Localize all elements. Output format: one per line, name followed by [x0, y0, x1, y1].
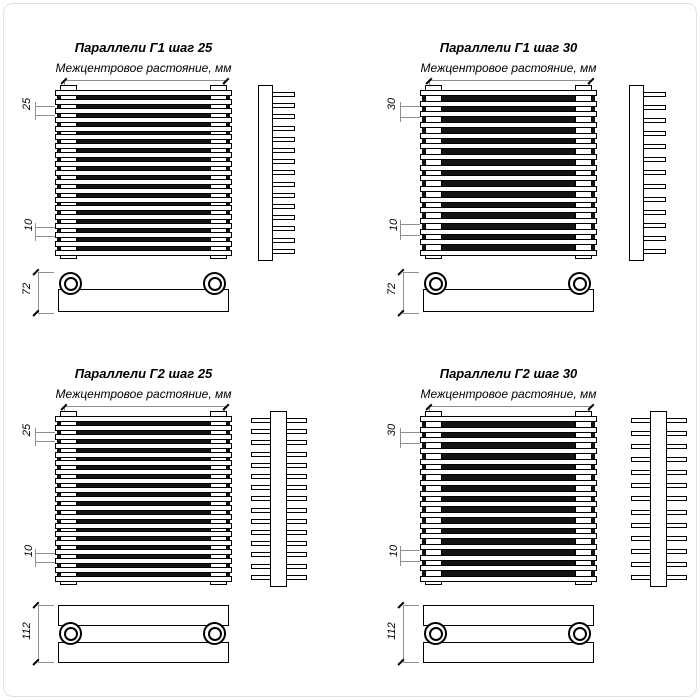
tube-bar	[55, 452, 232, 458]
tube-bar	[420, 523, 597, 529]
tube-bar	[55, 567, 232, 573]
collector-circle-right	[568, 622, 591, 645]
tube-stub-right	[665, 549, 687, 554]
tube-row-bar	[423, 289, 594, 312]
tube-bar	[55, 161, 232, 167]
tube-bar	[420, 111, 597, 117]
tube-stub	[271, 92, 295, 97]
tube-bar	[420, 133, 597, 139]
tube-bar	[55, 152, 232, 158]
tube-stub	[271, 103, 295, 108]
tube-bar	[420, 143, 597, 149]
tube-stub-right	[665, 431, 687, 436]
tube-stub	[642, 236, 666, 241]
tube-bar	[420, 448, 597, 454]
front-tube-row-bar	[423, 605, 594, 626]
tube-bar	[55, 469, 232, 475]
tube-bar	[55, 540, 232, 546]
tube-bar	[55, 188, 232, 194]
tube-stub	[642, 249, 666, 254]
tube-bar	[420, 416, 597, 422]
tube-stack	[55, 90, 232, 256]
tube-stub	[642, 131, 666, 136]
tube-bar	[420, 576, 597, 582]
tube-stub-right	[285, 519, 307, 524]
rear-tube-row-bar	[423, 642, 594, 663]
tube-stub	[271, 137, 295, 142]
tube-bar	[55, 549, 232, 555]
rear-tube-row-bar	[58, 642, 229, 663]
tube-stub-right	[285, 564, 307, 569]
tube-stub	[271, 215, 295, 220]
tube-stub-right	[665, 536, 687, 541]
center-distance-dimension-line	[64, 406, 225, 407]
tube-bar	[420, 122, 597, 128]
tube-bar	[55, 443, 232, 449]
tube-stub-right	[665, 510, 687, 515]
collector-column-side	[650, 411, 667, 587]
tube-stub-right	[285, 552, 307, 557]
small-value: 10	[388, 218, 400, 232]
tube-stub	[642, 144, 666, 149]
tube-bar	[55, 478, 232, 484]
tube-stub	[642, 170, 666, 175]
tube-bar	[420, 250, 597, 256]
tube-bar	[55, 143, 232, 149]
small-value: 10	[23, 218, 35, 232]
tube-stub-right	[285, 496, 307, 501]
panel-g1-step30	[383, 36, 700, 354]
tube-bar	[420, 427, 597, 433]
tube-bar	[420, 459, 597, 465]
tube-stub	[642, 157, 666, 162]
panel-g2-step30	[383, 362, 700, 680]
tube-bar	[420, 491, 597, 497]
tube-bar	[420, 565, 597, 571]
tube-bar	[55, 496, 232, 502]
tube-bar	[420, 197, 597, 203]
tube-bar	[55, 90, 232, 96]
tube-stub-right	[665, 575, 687, 580]
tube-bar	[420, 175, 597, 181]
tube-bar	[420, 207, 597, 213]
tube-bar	[55, 99, 232, 105]
front-view	[420, 411, 597, 587]
tube-stub	[642, 223, 666, 228]
depth-value: 112	[386, 622, 398, 640]
front-view	[55, 411, 232, 587]
tube-bar	[420, 480, 597, 486]
tube-bar	[420, 186, 597, 192]
tube-stub	[642, 210, 666, 215]
tube-stub	[642, 118, 666, 123]
tube-bar	[55, 434, 232, 440]
tube-stub-right	[665, 457, 687, 462]
tube-stub-right	[665, 418, 687, 423]
tube-stub-right	[665, 523, 687, 528]
top-view	[420, 605, 597, 663]
tube-bar	[55, 523, 232, 529]
tube-bar	[420, 555, 597, 561]
tube-stubs	[271, 92, 295, 254]
tube-stub-right	[285, 485, 307, 490]
tube-bar	[55, 558, 232, 564]
tube-stub	[271, 193, 295, 198]
collector-circle-left	[59, 622, 82, 645]
tube-stub-right	[665, 444, 687, 449]
tube-stub	[271, 238, 295, 243]
tube-stub-right	[285, 429, 307, 434]
tube-bar	[55, 487, 232, 493]
tube-stack	[420, 416, 597, 582]
tube-bar	[55, 223, 232, 229]
top-view	[420, 272, 597, 314]
tube-bar	[420, 229, 597, 235]
tube-stub	[271, 170, 295, 175]
top-view	[55, 272, 232, 314]
center-distance-dimension-line	[64, 80, 225, 81]
tube-stub-right	[285, 418, 307, 423]
tube-bar	[55, 425, 232, 431]
depth-value: 112	[21, 622, 33, 640]
panel-title: Параллели Г2 шаг 30	[439, 366, 578, 381]
tube-stub	[642, 105, 666, 110]
tube-bar	[420, 154, 597, 160]
tube-bar	[420, 512, 597, 518]
tube-stub-right	[285, 530, 307, 535]
tube-stub-right	[285, 474, 307, 479]
tube-bar	[55, 117, 232, 123]
small-value: 10	[23, 544, 35, 558]
tube-stub	[271, 249, 295, 254]
tube-bar	[55, 241, 232, 247]
tube-bar	[420, 239, 597, 245]
front-view	[420, 85, 597, 261]
center-distance-label: Межцентровое растояние, мм	[55, 61, 232, 75]
tube-stack	[420, 90, 597, 256]
tube-bar	[55, 460, 232, 466]
center-distance-label: Межцентровое растояние, мм	[55, 387, 232, 401]
tube-bar	[55, 214, 232, 220]
collector-circle-left	[59, 272, 82, 295]
tube-bar	[55, 126, 232, 132]
collector-column-side	[270, 411, 287, 587]
tube-stub	[642, 92, 666, 97]
tube-bar	[420, 218, 597, 224]
tube-stub-right	[665, 470, 687, 475]
center-distance-dimension-line	[429, 406, 590, 407]
tube-stub-right	[665, 483, 687, 488]
panel-g2-step25	[18, 362, 348, 680]
tube-row-bar	[58, 289, 229, 312]
tube-bar	[55, 179, 232, 185]
tube-bar	[55, 416, 232, 422]
tube-stack	[55, 416, 232, 582]
tube-bar	[55, 205, 232, 211]
tube-bar	[55, 576, 232, 582]
pitch-value: 30	[386, 423, 398, 437]
tube-stub	[271, 114, 295, 119]
panel-g1-step25	[18, 36, 348, 354]
tube-bar	[55, 250, 232, 256]
tube-bar	[55, 170, 232, 176]
panel-title: Параллели Г2 шаг 25	[74, 366, 213, 381]
top-view	[55, 605, 232, 663]
collector-circle-left	[424, 622, 447, 645]
front-view	[55, 85, 232, 261]
tube-stubs	[642, 92, 666, 254]
depth-value: 72	[386, 282, 398, 296]
collector-circle-right	[568, 272, 591, 295]
tube-stub-right	[285, 440, 307, 445]
panel-title: Параллели Г1 шаг 25	[74, 40, 213, 55]
tube-bar	[420, 437, 597, 443]
pitch-value: 25	[21, 423, 33, 437]
tube-stub-right	[665, 562, 687, 567]
tube-bar	[420, 101, 597, 107]
tube-bar	[55, 232, 232, 238]
pitch-value: 30	[386, 97, 398, 111]
tube-stub-right	[285, 452, 307, 457]
tube-bar	[55, 531, 232, 537]
tube-bar	[55, 108, 232, 114]
tube-bar	[55, 505, 232, 511]
pitch-value: 25	[21, 97, 33, 111]
tube-stub	[642, 184, 666, 189]
small-value: 10	[388, 544, 400, 558]
tube-stub	[642, 197, 666, 202]
collector-column-side	[258, 85, 273, 261]
depth-value: 72	[21, 282, 33, 296]
collector-circle-left	[424, 272, 447, 295]
collector-circle-right	[203, 622, 226, 645]
panel-title: Параллели Г1 шаг 30	[439, 40, 578, 55]
tube-stub	[271, 182, 295, 187]
tube-bar	[420, 533, 597, 539]
tube-stub	[271, 226, 295, 231]
tube-bar	[420, 90, 597, 96]
tube-bar	[420, 469, 597, 475]
tube-bar	[55, 197, 232, 203]
tube-stub-right	[285, 541, 307, 546]
tube-bar	[55, 134, 232, 140]
center-distance-dimension-line	[429, 80, 590, 81]
front-tube-row-bar	[58, 605, 229, 626]
tube-stub	[271, 204, 295, 209]
tube-bar	[420, 544, 597, 550]
collector-column-side	[629, 85, 644, 261]
center-distance-label: Межцентровое растояние, мм	[420, 61, 597, 75]
tube-stub-right	[285, 508, 307, 513]
tube-stub	[271, 126, 295, 131]
tube-stub	[271, 159, 295, 164]
tube-stub-right	[285, 463, 307, 468]
tube-stub	[271, 148, 295, 153]
tube-bar	[55, 514, 232, 520]
tube-stub-right	[665, 496, 687, 501]
tube-stub-right	[285, 575, 307, 580]
collector-circle-right	[203, 272, 226, 295]
tube-bar	[420, 501, 597, 507]
center-distance-label: Межцентровое растояние, мм	[420, 387, 597, 401]
tube-bar	[420, 165, 597, 171]
